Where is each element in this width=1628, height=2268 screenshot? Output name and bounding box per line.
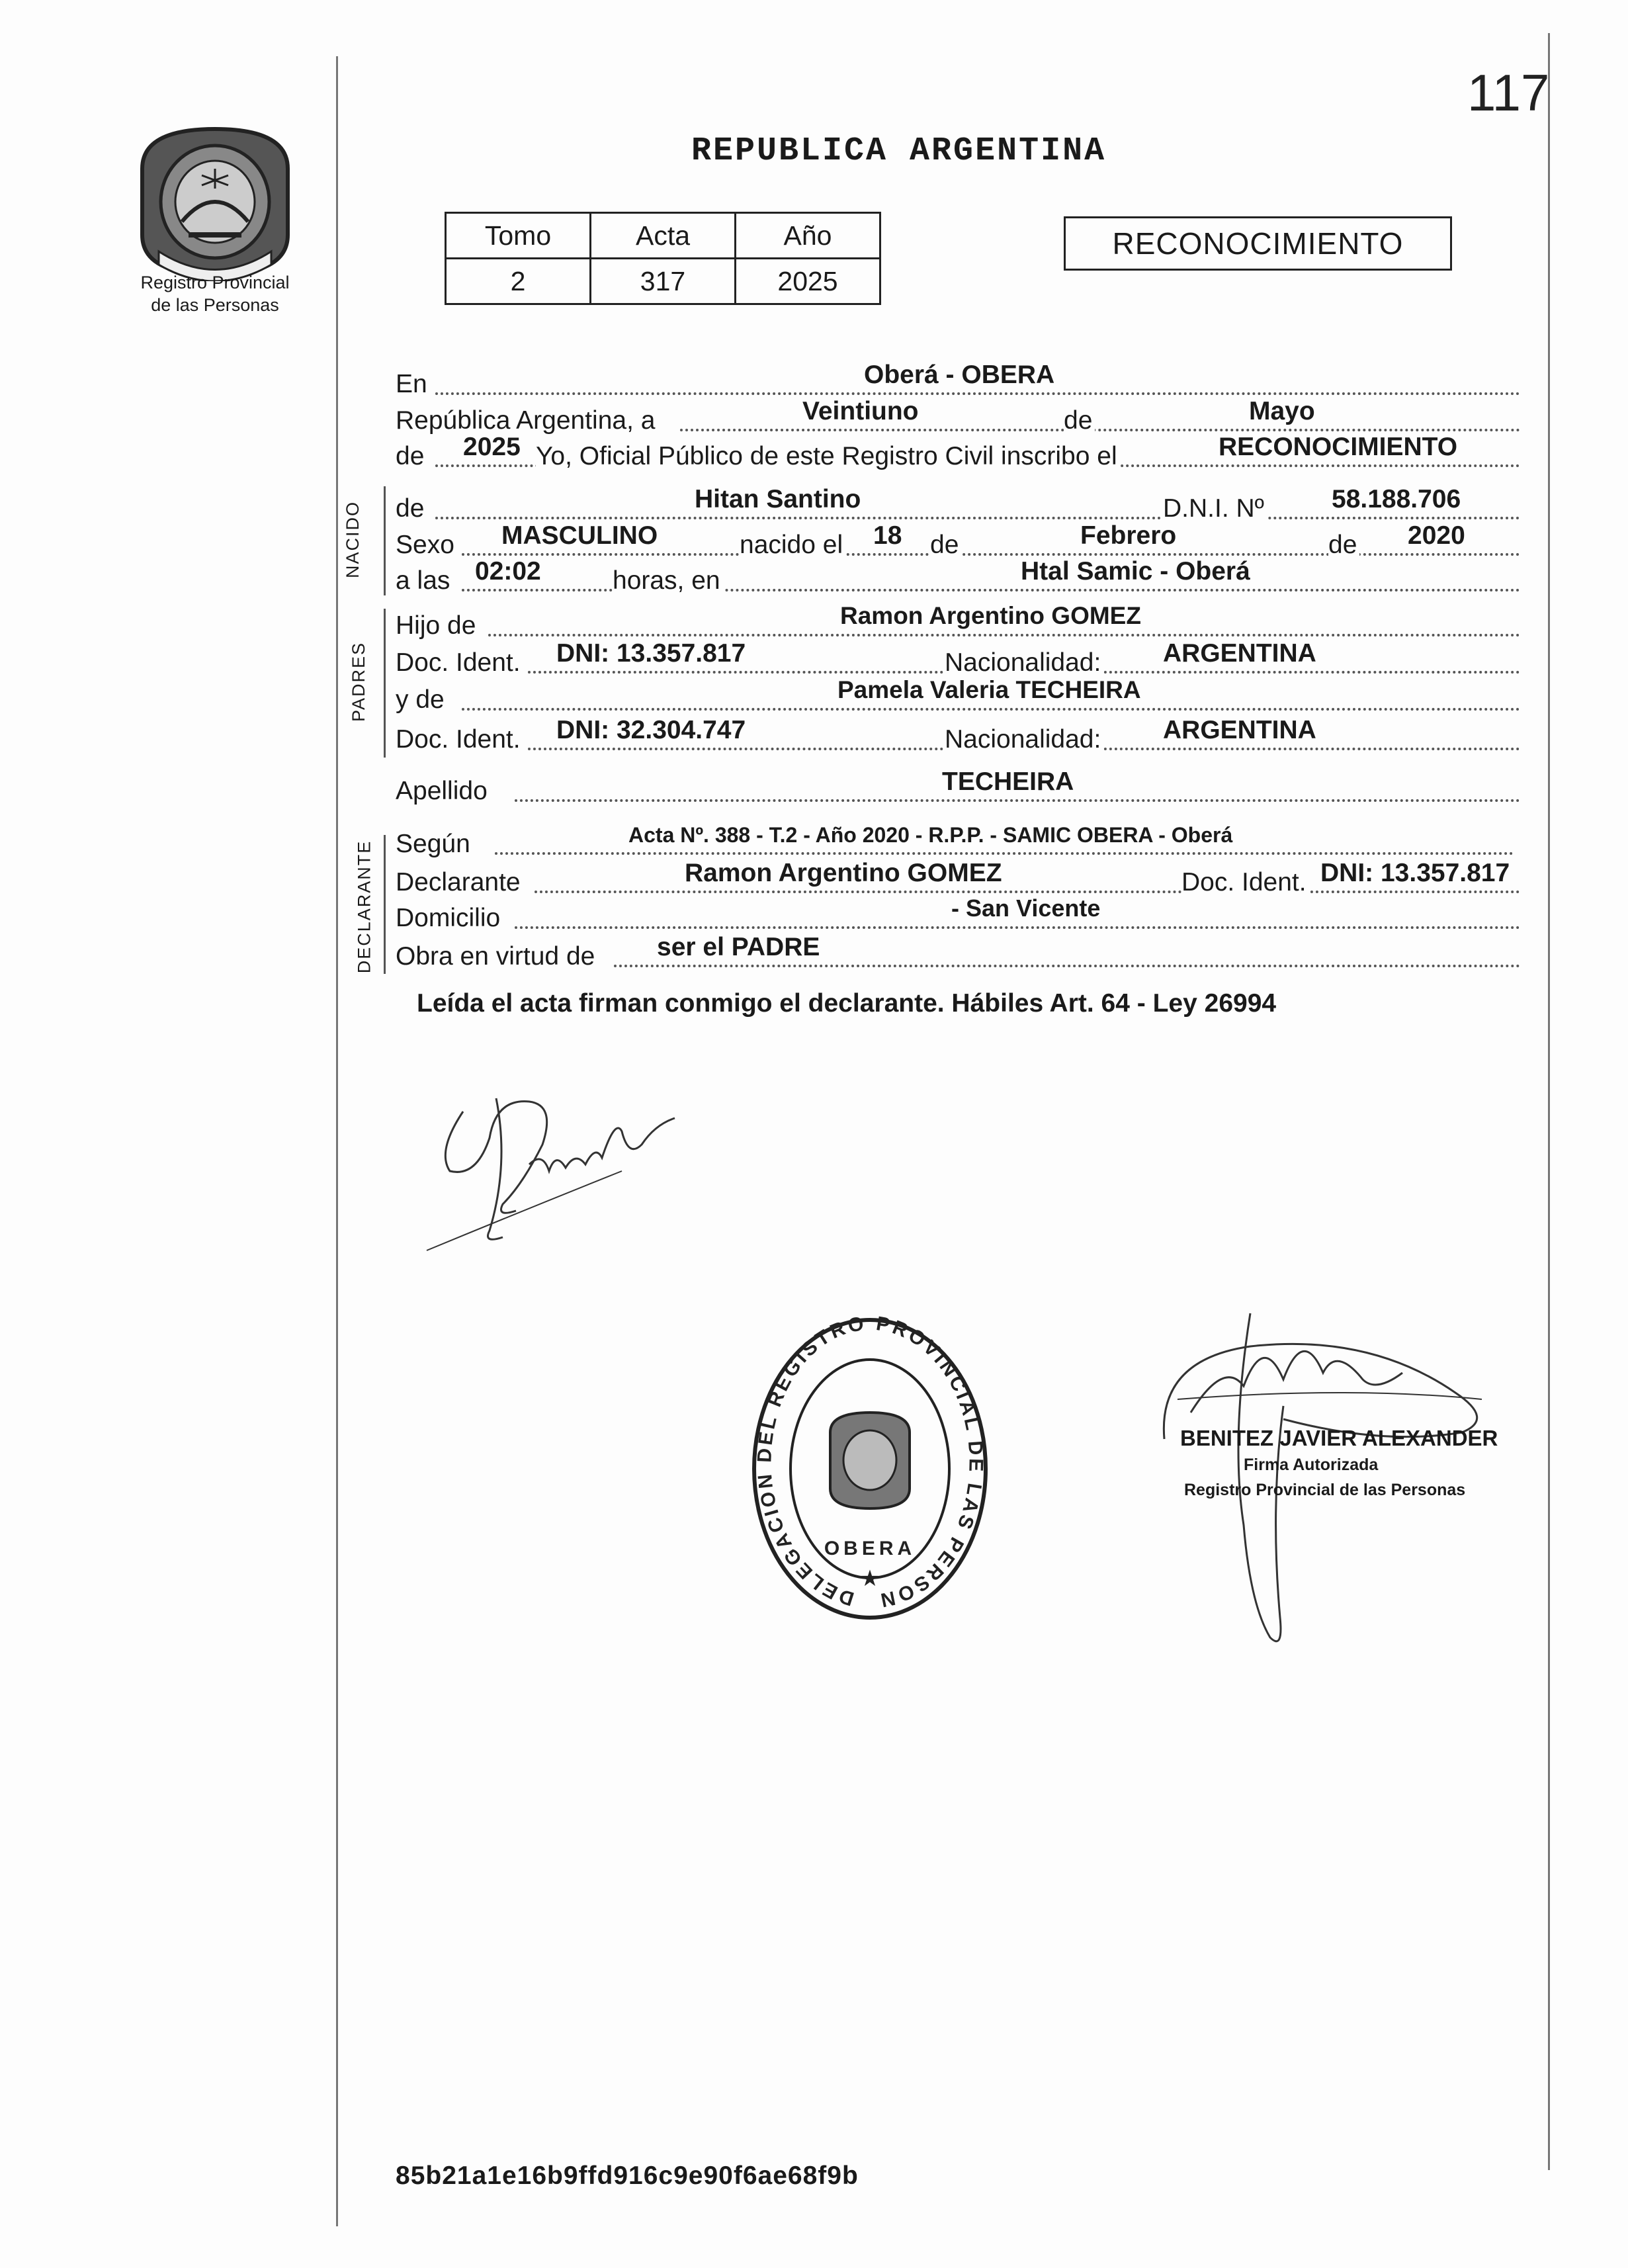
father-doc-value: DNI: 13.357.817 (556, 639, 746, 668)
row-apellido (396, 767, 1520, 805)
stamp-star-icon: ★ (859, 1565, 880, 1592)
delegation-stamp (748, 1313, 992, 1624)
stamp-city: OBERA (824, 1538, 916, 1559)
nacido-el-label: nacido el (740, 531, 845, 560)
official-signature (1151, 1307, 1502, 1651)
row-inscribe (396, 433, 1520, 470)
padres-section-label: PADRES (349, 641, 369, 722)
declarante-bar (384, 835, 386, 974)
padres-bar (384, 609, 386, 758)
mother-name-value: Pamela Valeria TECHEIRA (837, 676, 1141, 703)
row-date (396, 397, 1520, 434)
a-las-label: a las (396, 566, 452, 595)
declarante-name-value: Ramon Argentino GOMEZ (685, 859, 1002, 887)
birth-place-value: Htal Samic - Oberá (1021, 557, 1250, 586)
sexo-value: MASCULINO (501, 521, 658, 550)
declarante-section-label: DECLARANTE (354, 840, 374, 974)
birth-de-label: de (930, 531, 961, 560)
nacido-bar (384, 486, 386, 595)
row-time (396, 557, 1520, 594)
segun-value: Acta Nº. 388 - T.2 - Año 2020 - R.P.P. - SAMIC OBERA - Oberá (628, 823, 1233, 847)
domicilio-value: - San Vicente (951, 894, 1101, 922)
mother-doc-value: DNI: 32.304.747 (556, 716, 746, 744)
right-margin-line (1548, 33, 1550, 2170)
de2-label: de (396, 442, 427, 471)
father-nationality-value: ARGENTINA (1163, 639, 1316, 668)
en-label: En (396, 370, 430, 399)
ano-value: 2025 (736, 259, 880, 304)
row-mother (396, 676, 1520, 713)
birth-year-value: 2020 (1408, 521, 1465, 550)
left-margin-line (336, 56, 338, 2226)
y-de-label: y de (396, 685, 447, 715)
closing-statement: Leída el acta firman conmigo el declarante. Hábiles Art. 64 - Ley 26994 (417, 989, 1277, 1018)
nacido-section-label: NACIDO (343, 500, 363, 579)
birth-time-value: 02:02 (475, 557, 541, 586)
declarante-doc-value: DNI: 13.357.817 (1320, 859, 1510, 887)
document-hash: 85b21a1e16b9ffd916c9e90f6ae68f9b (396, 2161, 859, 2190)
row-domicilio (396, 894, 1520, 932)
segun-label: Según (396, 830, 473, 859)
row-birth (396, 521, 1520, 558)
birth-de2-label: de (1328, 531, 1359, 560)
mother-nationality-value: ARGENTINA (1163, 716, 1316, 744)
reference-table (445, 212, 881, 305)
apellido-label: Apellido (396, 777, 490, 806)
birth-month-value: Febrero (1080, 521, 1177, 550)
tomo-header: Tomo (446, 213, 591, 259)
day-value: Veintiuno (802, 397, 919, 425)
row-declarante (396, 859, 1520, 896)
country-title: REPUBLICA ARGENTINA (691, 132, 1107, 170)
row-segun (396, 820, 1520, 857)
father-nac-label: Nacionalidad: (945, 648, 1103, 677)
row-father (396, 602, 1520, 639)
row-father-doc (396, 639, 1520, 676)
republica-label: República Argentina, a (396, 406, 658, 435)
apellido-value: TECHEIRA (942, 767, 1074, 796)
act-type-value: RECONOCIMIENTO (1219, 433, 1458, 461)
nacido-de-label: de (396, 494, 427, 523)
ano-header: Año (736, 213, 880, 259)
child-dni-value: 58.188.706 (1332, 485, 1461, 513)
mother-nac-label: Nacionalidad: (945, 725, 1103, 754)
record-type-box: RECONOCIMIENTO (1064, 216, 1452, 271)
official-role: Firma Autorizada (1244, 1456, 1379, 1474)
tomo-value: 2 (446, 259, 591, 304)
month-value: Mayo (1249, 397, 1315, 425)
inscribo-label: Yo, Oficial Público de este Registro Civil inscribo el (536, 442, 1120, 471)
birth-day-value: 18 (873, 521, 902, 550)
declarante-label: Declarante (396, 868, 523, 897)
stamp-ring-text: DELEGACION DEL REGISTRO PROVINCIAL DE LAS PERSON (753, 1313, 987, 1612)
row-name (396, 485, 1520, 522)
hijo-de-label: Hijo de (396, 611, 478, 640)
declarante-doc-label: Doc. Ident. (1181, 868, 1309, 897)
dni-label: D.N.I. Nº (1163, 494, 1267, 523)
domicilio-label: Domicilio (396, 904, 503, 933)
father-name-value: Ramon Argentino GOMEZ (840, 602, 1141, 629)
declarant-signature (423, 1072, 708, 1257)
sexo-label: Sexo (396, 531, 457, 560)
row-mother-doc (396, 716, 1520, 753)
row-place (396, 361, 1520, 398)
acta-header: Acta (591, 213, 736, 259)
obra-value: ser el PADRE (657, 933, 820, 961)
de-label: de (1064, 406, 1095, 435)
page-number: 117 (1467, 64, 1550, 122)
logo-caption: Registro Provincial de las Personas (140, 273, 290, 315)
horas-en-label: horas, en (613, 566, 723, 595)
obra-label: Obra en virtud de (396, 942, 597, 971)
row-obra (396, 933, 1520, 970)
mother-doc-label: Doc. Ident. (396, 725, 523, 754)
child-name-value: Hitan Santino (695, 485, 861, 513)
official-name: BENITEZ JAVIER ALEXANDER (1180, 1426, 1498, 1450)
place-value: Oberá - OBERA (864, 361, 1055, 389)
acta-value: 317 (591, 259, 736, 304)
father-doc-label: Doc. Ident. (396, 648, 523, 677)
year-value: 2025 (463, 433, 521, 461)
official-organization: Registro Provincial de las Personas (1184, 1481, 1466, 1499)
